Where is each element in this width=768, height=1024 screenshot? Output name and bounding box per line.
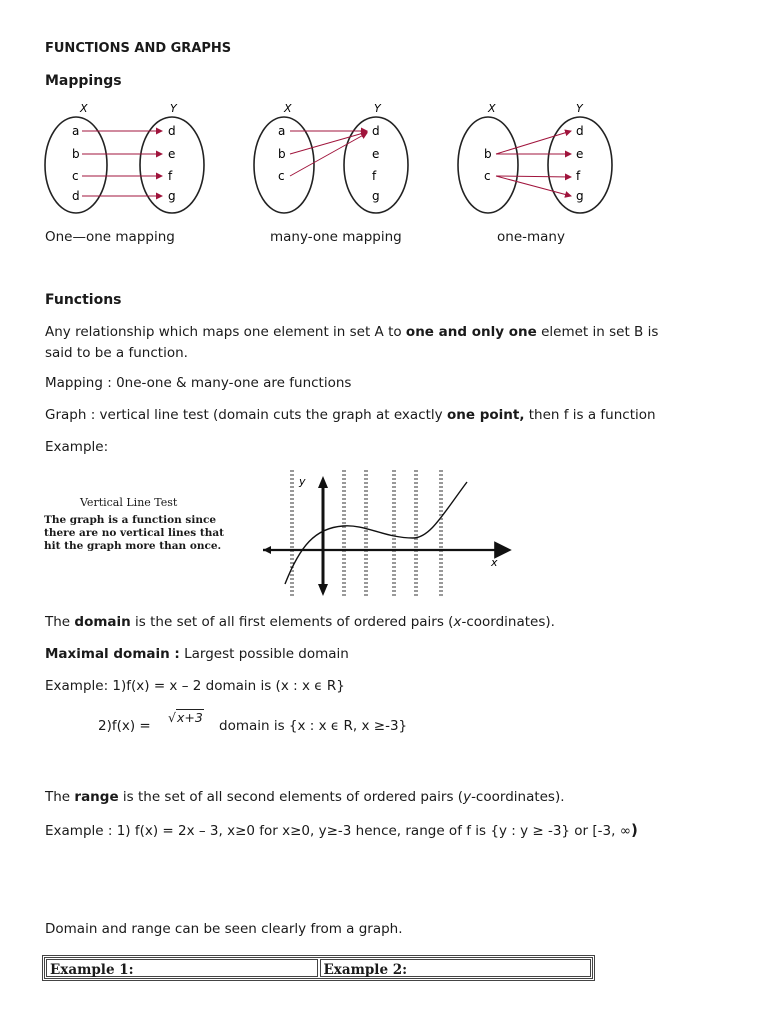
example-2-cell: Example 2: [320, 959, 592, 977]
svg-text:X: X [488, 102, 496, 115]
svg-text:f: f [372, 169, 377, 183]
many-one-diagram [254, 102, 408, 213]
element-f: f [168, 169, 173, 183]
range-definition: The range is the set of all second elements of ordered pairs (y-coordinates). [45, 789, 565, 805]
x-axis-label: x [491, 556, 498, 569]
element-c: c [72, 169, 79, 183]
function-definition: Any relationship which maps one element in set A to one and only one elemet in set B is said to be a function. [45, 324, 659, 361]
one-one-diagram [45, 102, 204, 213]
element-d: d [72, 189, 80, 203]
mappings-heading: Mappings [45, 73, 122, 89]
svg-text:a: a [278, 124, 286, 138]
mapping-diagrams [40, 100, 620, 215]
element-g: g [168, 189, 176, 203]
svg-text:e: e [576, 147, 584, 161]
example-label: Example: [45, 439, 109, 455]
domain-definition: The domain is the set of all first elements of ordered pairs (x-coordinates). [45, 614, 555, 630]
svg-text:c: c [278, 169, 285, 183]
vlt-title: Vertical Line Test [80, 496, 178, 509]
svg-text:Y: Y [576, 102, 583, 115]
vertical-line-test-graph [255, 466, 515, 601]
svg-text:g: g [372, 189, 380, 203]
one-one-caption: One—one mapping [45, 229, 175, 245]
one-many-caption: one-many [497, 229, 565, 245]
domain-example-2-result: domain is {x : x ϵ R, x ≥-3} [219, 718, 408, 734]
domain-example-2-prefix: 2)f(x) = [98, 718, 151, 734]
svg-text:c: c [484, 169, 491, 183]
svg-text:b: b [484, 147, 492, 161]
element-b: b [72, 147, 80, 161]
page-title: FUNCTIONS AND GRAPHS [45, 41, 232, 56]
maximal-domain: Maximal domain : Largest possible domain [45, 646, 349, 662]
sqrt-expression: √x+3 [168, 710, 203, 725]
examples-table [42, 955, 595, 981]
functions-heading: Functions [45, 292, 122, 308]
one-many-diagram [458, 102, 612, 213]
mapping-functions-line: Mapping : 0ne-one & many-one are functions [45, 375, 352, 391]
svg-text:f: f [576, 169, 581, 183]
vertical-line-test-line: Graph : vertical line test (domain cuts the graph at exactly one point, then f is a function [45, 407, 656, 423]
svg-text:e: e [372, 147, 380, 161]
set-y-label: Y [170, 102, 177, 115]
y-axis-label: y [299, 475, 306, 488]
element-a: a [72, 124, 80, 138]
svg-text:Y: Y [374, 102, 381, 115]
svg-text:b: b [278, 147, 286, 161]
domain-example-1: Example: 1)f(x) = x – 2 domain is (x : x ϵ R} [45, 678, 345, 694]
svg-text:d: d [372, 124, 380, 138]
set-x-label: X [80, 102, 88, 115]
svg-text:X: X [284, 102, 292, 115]
graph-note: Domain and range can be seen clearly from a graph. [45, 921, 403, 937]
example-1-cell: Example 1: [46, 959, 318, 977]
vlt-description: The graph is a function since there are no vertical lines that hit the graph more than once. [44, 514, 224, 552]
svg-text:g: g [576, 189, 584, 203]
svg-text:d: d [576, 124, 584, 138]
many-one-caption: many-one mapping [270, 229, 402, 245]
element-d: d [168, 124, 176, 138]
element-e: e [168, 147, 176, 161]
range-example: Example : 1) f(x) = 2x – 3, x≥0 for x≥0, y≥-3 hence, range of f is {y : y ≥ -3} or [-3, ∞) [45, 821, 638, 839]
